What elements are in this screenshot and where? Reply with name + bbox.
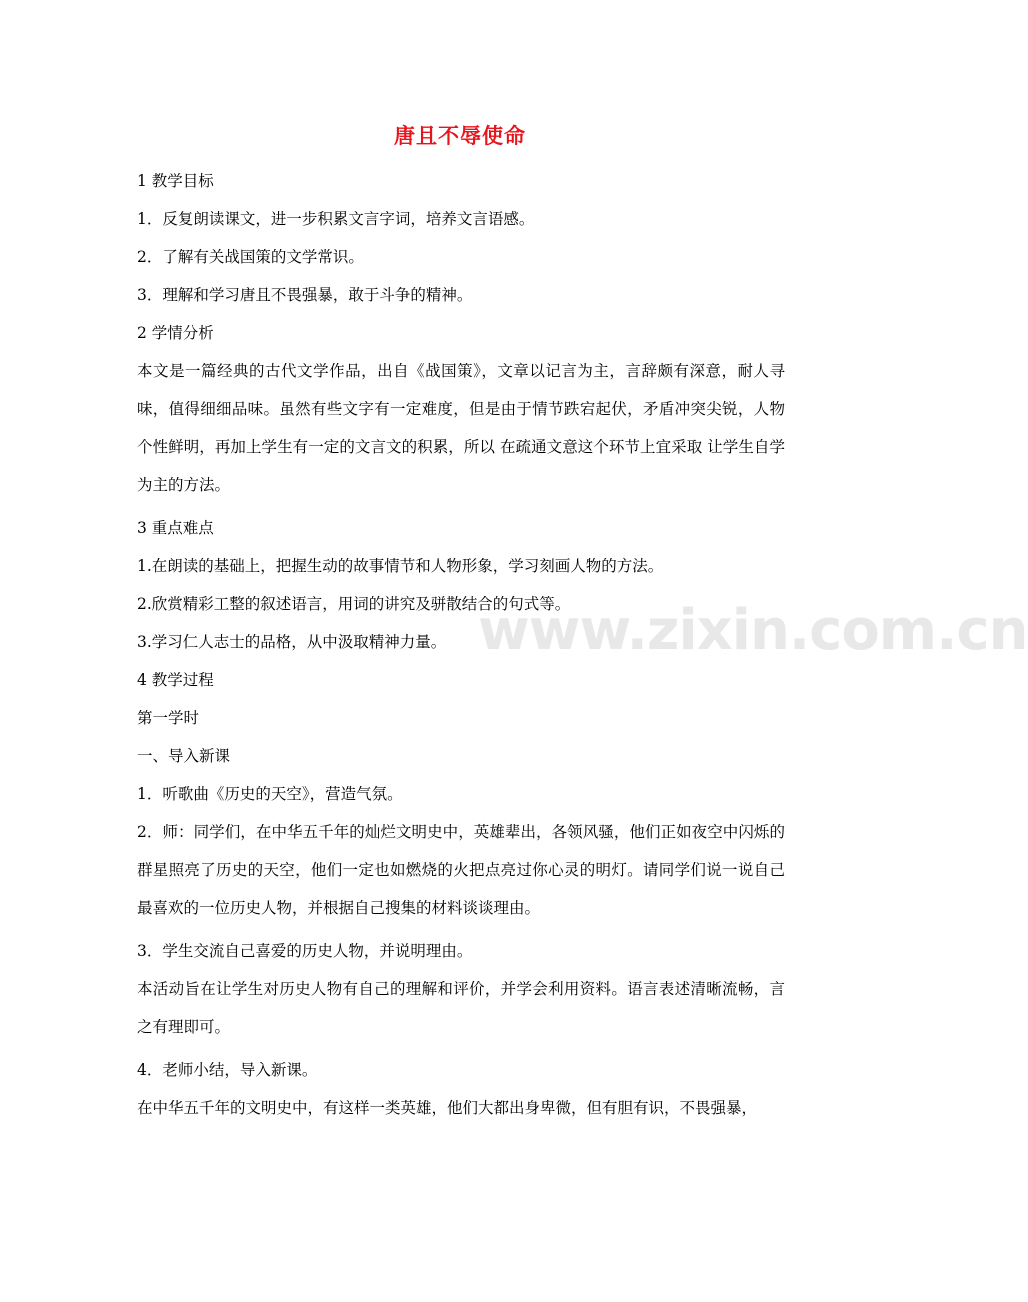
key-point-1: 1.在朗读的基础上，把握生动的故事情节和人物形象，学习刻画人物的方法。 <box>137 557 664 575</box>
watermark: www.zixin.com.cn <box>478 598 1028 663</box>
step-item-2: 2．师：同学们，在中华五千年的灿烂文明史中，英雄辈出，各领风骚，他们正如夜空中闪烁的群星照亮了历史的天空，他们一定也如燃烧的火把点亮过你心灵的明灯。请同学们说一说自己最喜欢的一位历史人物，并根据自己搜集的材料谈谈理由。 <box>137 823 785 917</box>
section-heading-teaching-process: 4 教学过程 <box>137 671 214 689</box>
subheading-introduction: 一、导入新课 <box>137 747 231 765</box>
section-heading-student-analysis: 2 学情分析 <box>137 324 214 342</box>
section-heading-teaching-goals: 1 教学目标 <box>137 172 214 190</box>
paragraph-heroes: 在中华五千年的文明史中，有这样一类英雄，他们大都出身卑微，但有胆有识，不畏强暴， <box>137 1099 758 1117</box>
key-point-2: 2.欣赏精彩工整的叙述语言，用词的讲究及骈散结合的句式等。 <box>137 595 571 613</box>
step-item-3: 3．学生交流自己喜爱的历史人物，并说明理由。 <box>137 942 473 960</box>
section-heading-key-points: 3 重点难点 <box>137 519 214 537</box>
subheading-first-period: 第一学时 <box>137 709 200 727</box>
goal-item-1: 1．反复朗读课文，进一步积累文言字词，培养文言语感。 <box>137 210 535 228</box>
document-body <box>137 168 785 1133</box>
goal-item-2: 2．了解有关战国策的文学常识。 <box>137 248 364 266</box>
step-item-4: 4．老师小结，导入新课。 <box>137 1061 318 1079</box>
goal-item-3: 3．理解和学习唐且不畏强暴，敢于斗争的精神。 <box>137 286 473 304</box>
step-item-1: 1．听歌曲《历史的天空》，营造气氛。 <box>137 785 403 803</box>
paragraph-activity-note: 本活动旨在让学生对历史人物有自己的理解和评价，并学会利用资料。语言表述清晰流畅，言之有理即可。 <box>137 980 785 1036</box>
key-point-3: 3.学习仁人志士的品格，从中汲取精神力量。 <box>137 633 447 651</box>
paragraph-student-analysis: 本文是一篇经典的古代文学作品，出自《战国策》，文章以记言为主，言辞颇有深意，耐人寻味，值得细细品味。虽然有些文字有一定难度，但是由于情节跌宕起伏，矛盾冲突尖锐，人物个性鲜明，再加上学生有一定的文言文的积累，所以 在疏通文意这个环节上宜采取 让学生自学为主的方法。 <box>137 362 785 494</box>
document-title: 唐且不辱使命 <box>394 124 526 148</box>
